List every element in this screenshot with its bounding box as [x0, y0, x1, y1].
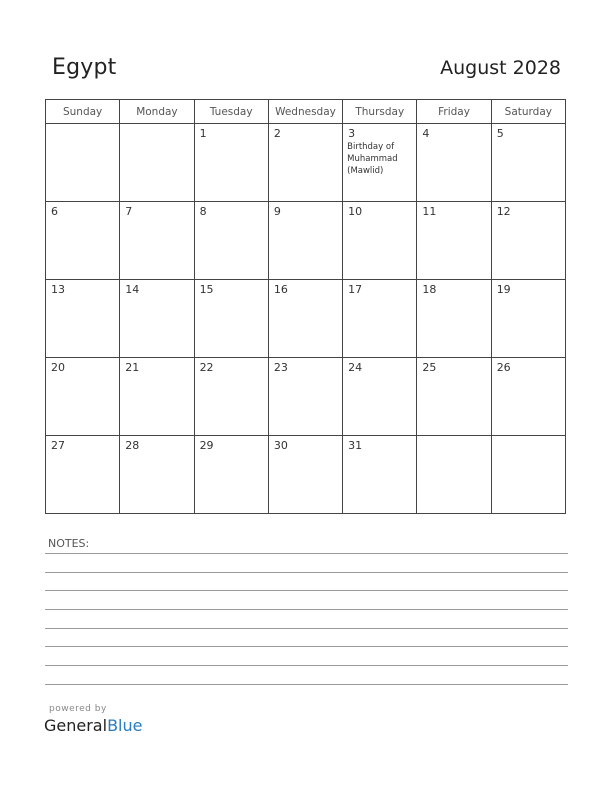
day-cell — [491, 436, 565, 514]
day-cell — [417, 280, 491, 358]
day-number: 20 — [51, 361, 65, 374]
day-number: 5 — [496, 127, 504, 140]
notes-label: NOTES: — [48, 537, 90, 550]
note-line — [45, 572, 568, 573]
day-cell — [120, 202, 194, 280]
day-number: 1 — [199, 127, 207, 140]
day-cell — [268, 436, 342, 514]
day-number: 3 — [348, 127, 356, 140]
day-cell — [343, 358, 417, 436]
day-number — [46, 124, 119, 127]
day-cell — [417, 124, 491, 202]
day-cell — [491, 124, 565, 202]
day-cell — [120, 124, 194, 202]
day-cell — [343, 280, 417, 358]
day-cell — [194, 358, 268, 436]
day-cell — [120, 358, 194, 436]
day-cell — [343, 436, 417, 514]
day-cell — [46, 280, 120, 358]
day-number: 30 — [273, 439, 288, 452]
day-cell — [491, 358, 565, 436]
week-row — [46, 358, 566, 436]
day-number: 26 — [496, 361, 511, 374]
weekday-header: Wednesday — [268, 100, 342, 124]
note-line — [45, 684, 568, 685]
day-cell — [268, 280, 342, 358]
note-line — [45, 628, 568, 629]
day-number: 8 — [199, 205, 207, 218]
day-cell — [46, 124, 120, 202]
day-number: 17 — [348, 283, 363, 296]
week-row — [46, 436, 566, 514]
day-number: 9 — [273, 205, 281, 218]
week-row — [46, 280, 566, 358]
note-line — [45, 609, 568, 610]
powered-by-label: powered by — [49, 704, 107, 714]
calendar-grid — [45, 99, 566, 514]
weekday-header: Monday — [120, 100, 194, 124]
day-number: 7 — [125, 205, 133, 218]
day-number: 15 — [199, 283, 214, 296]
weekday-header: Saturday — [491, 100, 565, 124]
day-cell — [46, 202, 120, 280]
day-cell — [194, 124, 268, 202]
weekday-header-row — [46, 100, 566, 124]
day-number: 11 — [422, 205, 437, 218]
day-cell — [417, 436, 491, 514]
weekday-header: Friday — [417, 100, 491, 124]
day-number: 18 — [422, 283, 437, 296]
month-year-title: August 2028 — [440, 57, 561, 79]
day-number: 12 — [496, 205, 511, 218]
day-cell — [417, 358, 491, 436]
weekday-header: Sunday — [46, 100, 120, 124]
day-number — [417, 436, 490, 439]
note-line — [45, 646, 568, 647]
country-title: Egypt — [52, 55, 117, 80]
day-number: 29 — [199, 439, 214, 452]
day-cell — [268, 124, 342, 202]
day-number: 14 — [125, 283, 140, 296]
day-cell — [194, 202, 268, 280]
weekday-header: Tuesday — [194, 100, 268, 124]
day-number: 25 — [422, 361, 437, 374]
weekday-header: Thursday — [343, 100, 417, 124]
day-number — [492, 436, 565, 439]
day-cell — [417, 202, 491, 280]
day-number: 19 — [496, 283, 511, 296]
brand-name-part1: General — [44, 716, 108, 735]
day-cell — [268, 358, 342, 436]
day-cell — [343, 202, 417, 280]
day-number: 22 — [199, 361, 214, 374]
day-number: 16 — [273, 283, 288, 296]
day-number: 31 — [348, 439, 363, 452]
day-cell — [194, 436, 268, 514]
day-cell — [491, 280, 565, 358]
day-cell — [120, 280, 194, 358]
day-number: 28 — [125, 439, 140, 452]
holiday-label: Birthday of Muhammad (Mawlid) — [347, 142, 398, 176]
day-cell — [46, 436, 120, 514]
day-number: 4 — [422, 127, 430, 140]
day-cell — [343, 124, 417, 202]
day-number: 13 — [51, 283, 65, 296]
day-number: 10 — [348, 205, 363, 218]
day-cell — [194, 280, 268, 358]
week-row — [46, 202, 566, 280]
day-number: 24 — [348, 361, 363, 374]
note-line — [45, 590, 568, 591]
day-number: 23 — [273, 361, 288, 374]
week-row — [46, 124, 566, 202]
generalblue-logo — [44, 716, 142, 735]
day-cell — [491, 202, 565, 280]
day-cell — [46, 358, 120, 436]
note-line — [45, 553, 568, 554]
note-line — [45, 665, 568, 666]
day-number — [120, 124, 193, 127]
day-number: 21 — [125, 361, 140, 374]
day-number: 2 — [273, 127, 281, 140]
day-cell — [268, 202, 342, 280]
brand-name-part2: Blue — [107, 716, 143, 735]
day-number: 6 — [51, 205, 58, 218]
day-number: 27 — [51, 439, 65, 452]
day-cell — [120, 436, 194, 514]
